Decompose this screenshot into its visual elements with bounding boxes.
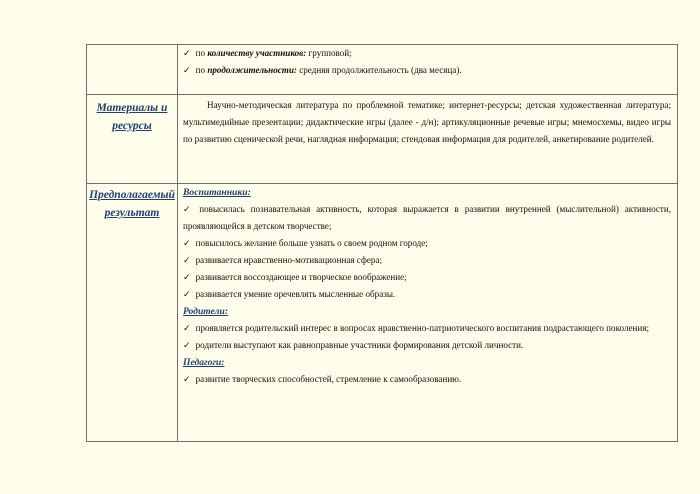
group-title-pupils: Воспитанники:	[183, 187, 251, 198]
list-item: ✓ проявляется родительский интерес в вопросах нравственно-патриотического воспитания подрастающего поколения;	[183, 323, 649, 333]
column-divider	[177, 45, 178, 441]
format-cell	[183, 45, 671, 79]
list-item: ✓ родители выступают как равноправные участники формирования детской личности.	[183, 340, 524, 350]
row-label-results: Предполагаемый результат	[89, 189, 175, 219]
materials-text: Научно-методическая литература по проблемной тематике; интернет-ресурсы; детская художественная литература; мультимедийные презентации; дидактические игры (далее - д/н); артикуляционные речевые игры; мнемосхемы, видео игры по развитию сценической речи, наглядная информация; стендовая информация для родителей, анкетирование родителей.	[183, 100, 671, 144]
list-item: ✓ по количеству участников: групповой;	[183, 48, 352, 58]
checkmark-icon: ✓	[183, 323, 191, 333]
checkmark-icon: ✓	[183, 204, 195, 214]
group-title-parents: Родители:	[183, 306, 229, 317]
list-item: ✓ развивается нравственно-мотивационная сфера;	[183, 255, 382, 265]
list-item: ✓ развивается воссоздающее и творческое воображение;	[183, 272, 407, 282]
checkmark-icon: ✓	[183, 272, 191, 282]
checkmark-icon: ✓	[183, 48, 191, 58]
results-cell	[183, 184, 671, 388]
checkmark-icon: ✓	[183, 255, 191, 265]
checkmark-icon: ✓	[183, 374, 191, 384]
checkmark-icon: ✓	[183, 289, 191, 299]
row-label-materials: Материалы и ресурсы	[96, 102, 168, 132]
group-title-teachers: Педагоги:	[183, 357, 225, 368]
checkmark-icon: ✓	[183, 65, 191, 75]
checkmark-icon: ✓	[183, 238, 191, 248]
list-item: ✓ повысилось желание больше узнать о своем родном городе;	[183, 238, 428, 248]
list-item: ✓ развитие творческих способностей, стремление к самообразованию.	[183, 374, 462, 384]
list-item: ✓ повысилась познавательная активность, которая выражается в развитии внутренней (мыслительной) активности, проявляющейся в детском творчестве;	[183, 204, 671, 231]
list-item: ✓ по продолжительности: средняя продолжительность (два месяца).	[183, 65, 462, 75]
checkmark-icon: ✓	[183, 340, 191, 350]
list-item: ✓ развивается умение оречевлять мысленные образы.	[183, 289, 396, 299]
content-table	[86, 44, 678, 442]
row-divider	[87, 94, 677, 95]
